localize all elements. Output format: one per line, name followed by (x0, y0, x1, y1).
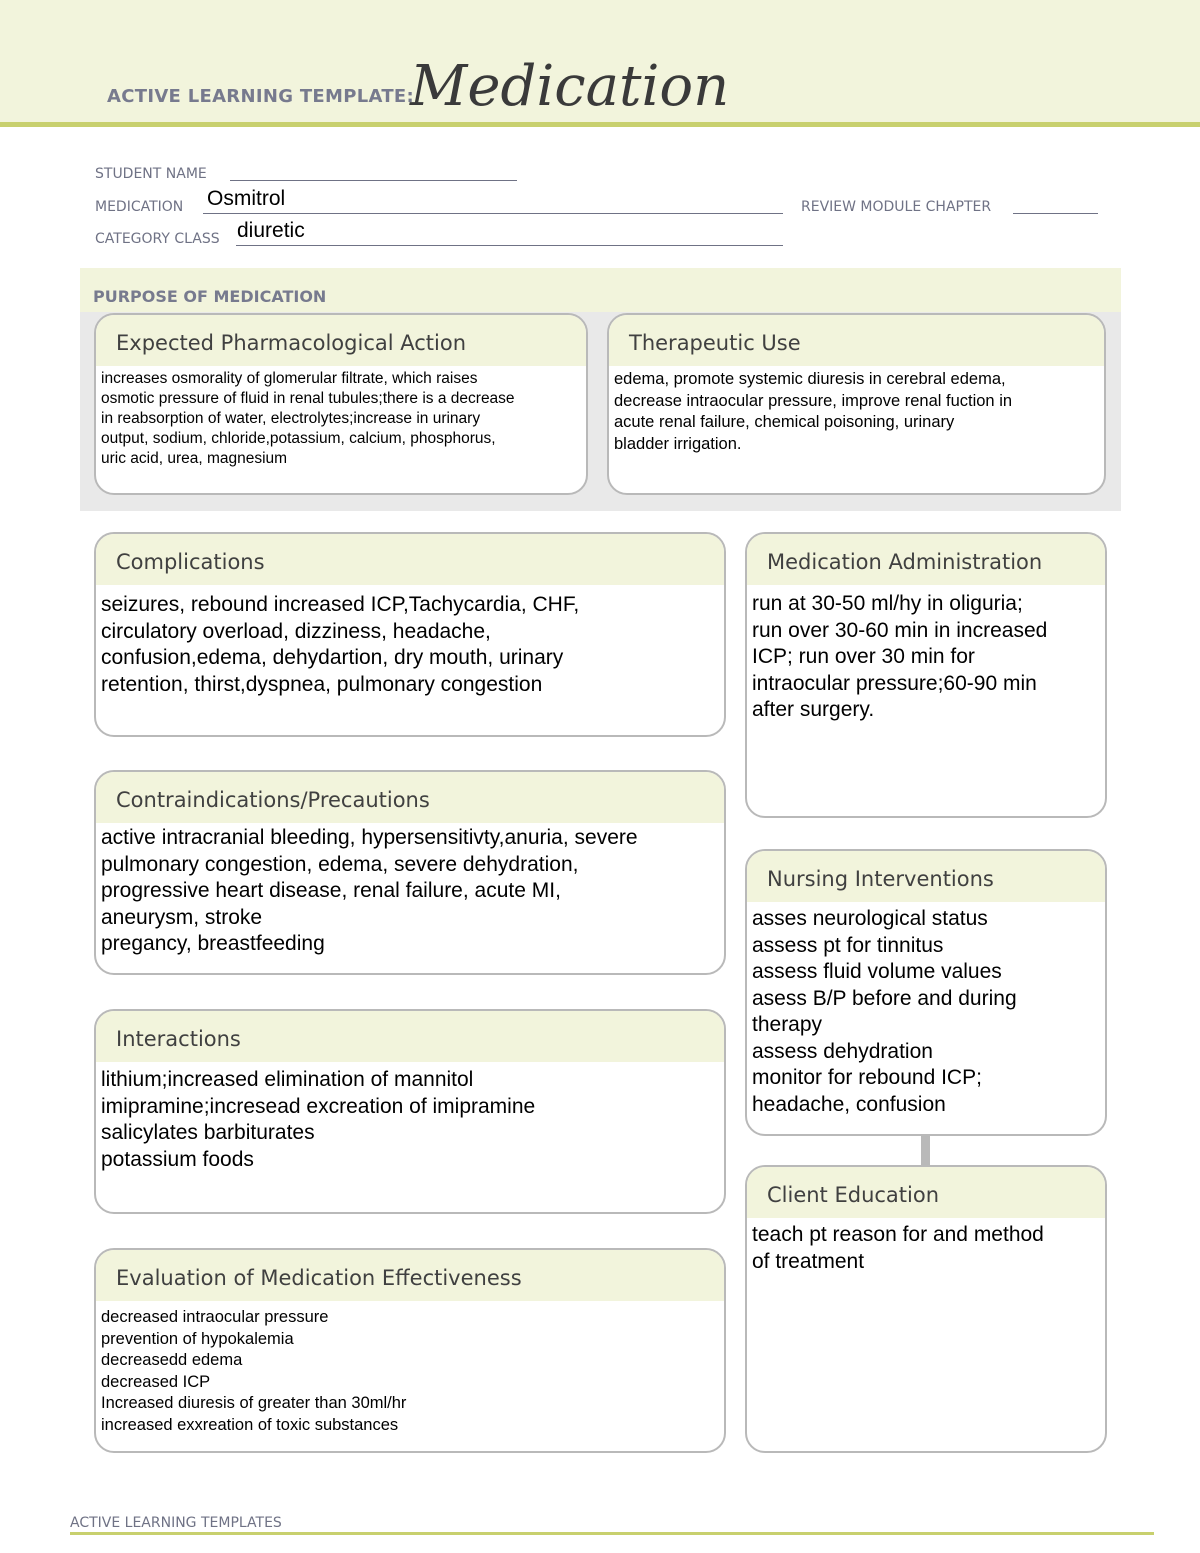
page-title: Medication (410, 54, 730, 119)
footer-rule (70, 1532, 1154, 1535)
nursing-interventions-heading: Nursing Interventions (747, 851, 1105, 902)
therapeutic-use-box (607, 313, 1106, 495)
medication-value: Osmitrol (207, 187, 286, 210)
review-module-label: REVIEW MODULE CHAPTER (801, 199, 992, 215)
category-class-line[interactable] (236, 245, 783, 246)
connector-bar (921, 1135, 930, 1166)
student-name-label: STUDENT NAME (95, 166, 207, 182)
nursing-interventions-box (745, 849, 1107, 1136)
complications-box (94, 532, 726, 737)
client-education-heading: Client Education (747, 1167, 1105, 1218)
client-education-box (745, 1165, 1107, 1453)
student-name-line[interactable] (230, 180, 517, 181)
interactions-heading: Interactions (96, 1011, 724, 1062)
category-class-value: diuretic (237, 219, 305, 242)
contraindications-heading: Contraindications/Precautions (96, 772, 724, 823)
evaluation-box (94, 1248, 726, 1453)
evaluation-heading: Evaluation of Medication Effectiveness (96, 1250, 724, 1301)
contraindications-text[interactable]: active intracranial bleeding, hypersensitivty,anuria, severe pulmonary congestion, edema, severe dehydration, progressive heart disease, renal failure, acute MI, aneurysm, stroke pregancy, breastfeeding (101, 826, 638, 955)
medication-administration-text[interactable]: run at 30-50 ml/hy in oliguria; run over 30-60 min in increased ICP; run over 30 min for intraocular pressure;60-90 min after surgery. (752, 592, 1048, 721)
client-education-text[interactable]: teach pt reason for and method of treatment (752, 1223, 1044, 1273)
footer-label: ACTIVE LEARNING TEMPLATES (70, 1515, 282, 1531)
contraindications-box (94, 770, 726, 975)
review-module-line[interactable] (1013, 213, 1098, 214)
purpose-title: PURPOSE OF MEDICATION (93, 287, 327, 306)
header-rule (0, 122, 1200, 127)
expected-action-heading: Expected Pharmacological Action (96, 315, 586, 366)
medication-line[interactable] (203, 213, 783, 214)
therapeutic-use-heading: Therapeutic Use (609, 315, 1104, 366)
complications-heading: Complications (96, 534, 724, 585)
complications-text[interactable]: seizures, rebound increased ICP,Tachycardia, CHF, circulatory overload, dizziness, headache, confusion,edema, dehydartion, dry mouth, urinary retention, thirst,dyspnea, pulmonary congestion (101, 593, 580, 696)
evaluation-text[interactable]: decreased intraocular pressure prevention of hypokalemia decreasedd edema decreased ICP Increased diuresis of greater than 30ml/hr increased exxreation of toxic substances (101, 1308, 407, 1434)
interactions-text[interactable]: lithium;increased elimination of mannitol imipramine;incresead excreation of imipramine salicylates barbiturates potassium foods (101, 1068, 536, 1171)
template-label: ACTIVE LEARNING TEMPLATE: (107, 86, 414, 107)
interactions-box (94, 1009, 726, 1214)
expected-action-text[interactable]: increases osmorality of glomerular filtrate, which raises osmotic pressure of fluid in renal tubules;there is a decrease in reabsorption of water, electrolytes;increase in urinary output, sodium, chloride,potassium, calcium, phosphorus, uric acid, urea, magnesium (101, 370, 515, 467)
medication-administration-box (745, 532, 1107, 818)
therapeutic-use-text[interactable]: edema, promote systemic diuresis in cerebral edema, decrease intraocular pressure, improve renal fuction in acute renal failure, chemical poisoning, urinary bladder irrigation. (614, 370, 1013, 453)
nursing-interventions-text[interactable]: asses neurological status assess pt for tinnitus assess fluid volume values asess B/P before and during therapy assess dehydration monitor for rebound ICP; headache, confusion (752, 907, 1017, 1116)
expected-action-box (94, 313, 588, 495)
category-class-label: CATEGORY CLASS (95, 231, 220, 247)
medication-label: MEDICATION (95, 199, 184, 215)
medication-administration-heading: Medication Administration (747, 534, 1105, 585)
